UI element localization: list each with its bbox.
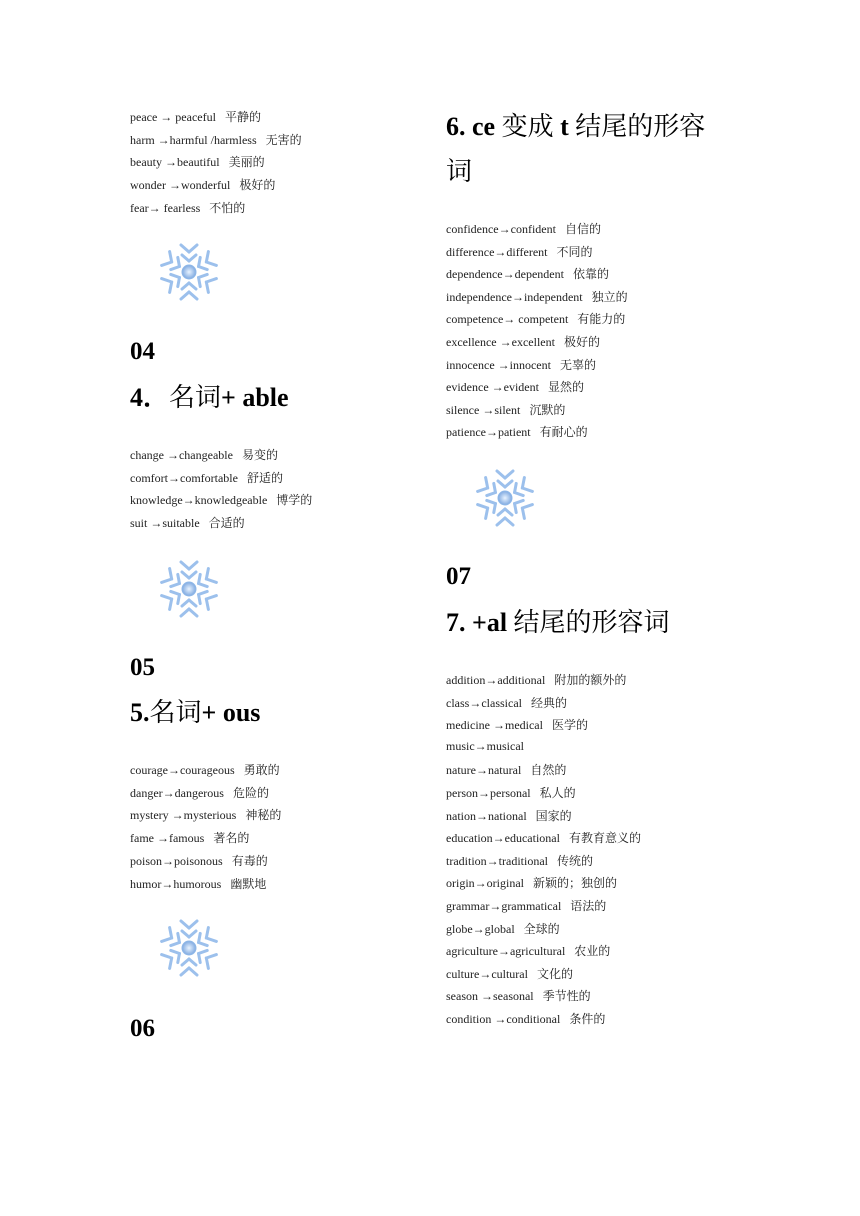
- meaning: 舒适的: [246, 470, 283, 485]
- meaning: 无辜的: [559, 357, 596, 372]
- meaning: 私人的: [539, 786, 576, 800]
- meaning: 独立的: [591, 289, 628, 304]
- word-pair: change →changeable: [130, 448, 233, 462]
- list-item: [130, 852, 268, 869]
- word-pair: culture→cultural: [446, 966, 528, 981]
- meaning: 极好的: [563, 335, 600, 349]
- section-number-04: 04: [130, 338, 155, 365]
- list-item: [446, 671, 626, 688]
- list-item: [130, 514, 245, 531]
- list-item: [446, 356, 596, 373]
- section-number-05: 05: [130, 654, 155, 681]
- list-item: [446, 716, 588, 733]
- list-item: [446, 829, 641, 846]
- meaning: 国家的: [535, 808, 572, 823]
- word-pair: music→musical: [446, 738, 524, 753]
- meaning: 新颖的；独创的: [533, 876, 618, 891]
- word-pair: humor→humorous: [130, 876, 222, 891]
- list-item: [130, 108, 261, 125]
- list-item: [130, 491, 312, 508]
- word-pair: mystery →mysterious: [130, 808, 237, 823]
- list-item: [446, 333, 600, 350]
- word-pair: suit →suitable: [130, 516, 200, 531]
- word-pair: dependence→dependent: [446, 267, 564, 282]
- list-item: [446, 987, 591, 1004]
- meaning: 季节性的: [542, 989, 591, 1004]
- word-pair: origin→original: [446, 876, 524, 891]
- meaning: 文化的: [536, 966, 573, 981]
- meaning: 语法的: [570, 899, 607, 913]
- word-pair: nation→national: [446, 808, 527, 823]
- section-6-heading: 6. ce 变成 t 结尾的形容: [446, 112, 706, 142]
- list-item: [446, 807, 572, 824]
- meaning: 有教育意义的: [568, 831, 641, 846]
- list-item: [446, 739, 533, 754]
- word-pair: grammar→grammatical: [446, 899, 562, 913]
- word-pair: competence→ competent: [446, 312, 569, 327]
- meaning: 依靠的: [572, 267, 609, 282]
- word-pair: fear→ fearless: [130, 200, 201, 215]
- word-pair: addition→additional: [446, 673, 546, 687]
- list-item: [446, 942, 610, 959]
- section-5-heading: 5.名词+ ous: [130, 698, 261, 728]
- section-7-heading: 7. +al 结尾的形容词: [446, 608, 670, 638]
- list-item: [446, 423, 588, 440]
- meaning: 传统的: [556, 853, 593, 868]
- word-pair: courage→courageous: [130, 763, 235, 777]
- word-pair: evidence →evident: [446, 380, 539, 395]
- word-pair: nature→natural: [446, 763, 522, 778]
- list-item: [446, 243, 593, 260]
- list-item: [446, 920, 560, 937]
- meaning: 全球的: [523, 921, 560, 936]
- word-pair: knowledge→knowledgeable: [130, 493, 268, 508]
- list-item: [446, 897, 606, 914]
- meaning: 勇敢的: [243, 763, 280, 777]
- meaning: 神秘的: [245, 808, 282, 823]
- word-pair: excellence →excellent: [446, 335, 555, 349]
- meaning: 有耐心的: [539, 425, 588, 440]
- word-pair: condition →conditional: [446, 1012, 561, 1026]
- meaning: 易变的: [241, 448, 278, 462]
- word-pair: comfort→comfortable: [130, 470, 238, 485]
- meaning: 有能力的: [577, 312, 626, 327]
- meaning: 平静的: [224, 110, 261, 124]
- meaning: 不怕的: [209, 200, 246, 215]
- meaning: 经典的: [530, 695, 567, 710]
- word-pair: fame →famous: [130, 831, 205, 846]
- meaning: 极好的: [239, 178, 276, 193]
- list-item: [446, 852, 593, 869]
- list-item: [446, 761, 566, 778]
- list-item: [446, 401, 565, 418]
- list-item: [130, 131, 302, 148]
- meaning: 无害的: [265, 132, 302, 147]
- meaning: 农业的: [574, 944, 611, 959]
- meaning: 医学的: [551, 718, 588, 733]
- list-item: [446, 265, 609, 282]
- list-item: [130, 761, 280, 778]
- list-item: [446, 220, 601, 237]
- word-pair: globe→global: [446, 921, 515, 936]
- list-item: [446, 965, 573, 982]
- word-pair: beauty →beautiful: [130, 155, 220, 170]
- list-item: [130, 829, 249, 846]
- list-item: [130, 199, 245, 216]
- word-pair: silence →silent: [446, 402, 521, 417]
- meaning: 美丽的: [228, 155, 265, 170]
- meaning: 合适的: [208, 516, 245, 531]
- snowflake-icon: [474, 464, 536, 532]
- word-pair: harm →harmful /harmless: [130, 132, 257, 147]
- list-item: [130, 176, 275, 193]
- list-item: [130, 469, 283, 486]
- snowflake-icon: [158, 914, 220, 982]
- word-pair: danger→dangerous: [130, 785, 224, 800]
- word-pair: confidence→confident: [446, 222, 556, 236]
- section-number-06: 06: [130, 1015, 155, 1042]
- meaning: 不同的: [556, 244, 593, 259]
- snowflake-icon: [158, 238, 220, 306]
- word-pair: education→educational: [446, 831, 560, 846]
- list-item: [446, 784, 576, 801]
- meaning: 条件的: [569, 1012, 606, 1026]
- list-item: [446, 310, 625, 327]
- word-pair: class→classical: [446, 695, 522, 710]
- list-item: [130, 875, 266, 892]
- word-pair: poison→poisonous: [130, 853, 223, 868]
- word-pair: agriculture→agricultural: [446, 944, 566, 959]
- list-item: [130, 806, 281, 823]
- list-item: [130, 784, 269, 801]
- word-pair: season →seasonal: [446, 989, 534, 1004]
- section-number-07: 07: [446, 563, 471, 590]
- list-item: [446, 288, 628, 305]
- word-pair: innocence →innocent: [446, 357, 551, 372]
- snowflake-icon: [158, 555, 220, 623]
- meaning: 自信的: [564, 222, 601, 236]
- list-item: [446, 378, 584, 395]
- word-pair: tradition→traditional: [446, 853, 548, 868]
- word-pair: patience→patient: [446, 425, 531, 440]
- meaning: 著名的: [213, 831, 250, 846]
- word-pair: difference→different: [446, 244, 548, 259]
- meaning: 附加的额外的: [554, 673, 627, 687]
- meaning: 有毒的: [231, 853, 268, 868]
- section-6-heading-line2: 词: [446, 157, 473, 187]
- meaning: 自然的: [530, 763, 567, 778]
- meaning: 危险的: [232, 785, 269, 800]
- meaning: 博学的: [276, 493, 313, 508]
- list-item: [446, 874, 617, 891]
- word-pair: independence→independent: [446, 289, 583, 304]
- meaning: 幽默地: [230, 876, 267, 891]
- section-4-heading: 4．名词+ able: [130, 383, 289, 413]
- word-pair: medicine →medical: [446, 718, 543, 733]
- meaning: 沉默的: [529, 402, 566, 417]
- word-pair: wonder →wonderful: [130, 178, 231, 193]
- list-item: [446, 1010, 605, 1027]
- meaning: 显然的: [547, 380, 584, 395]
- word-pair: peace → peaceful: [130, 110, 216, 124]
- list-item: [130, 446, 278, 463]
- word-pair: person→personal: [446, 786, 531, 800]
- list-item: [446, 694, 567, 711]
- list-item: [130, 153, 265, 170]
